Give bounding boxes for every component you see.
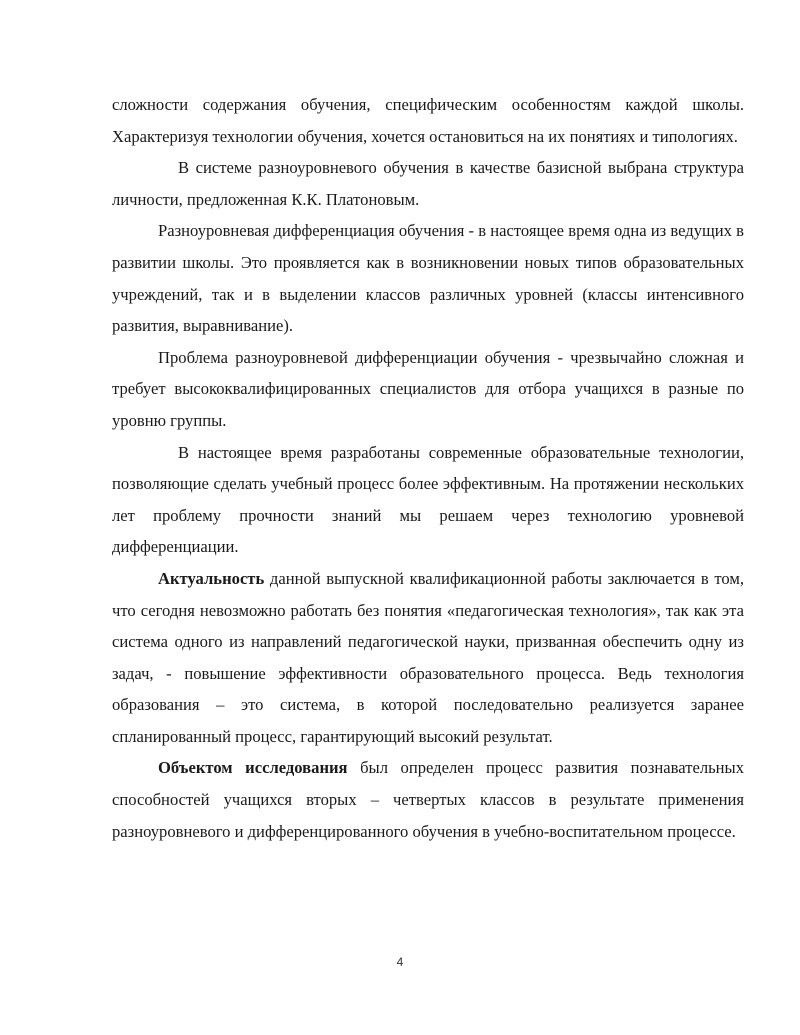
paragraph-differentiation: Разноуровневая дифференциация обучения - в настоящее время одна из ведущих в развитии школы. Это проявляется как в возникновении новых типов образовательных учреждений, так и в выделении классов различных уровней (классы интенсивного развития, выравнивание). <box>112 221 744 336</box>
relevance-text: данной выпускной квалификационной работы заключается в том, что сегодня невозможно работать без понятия «педагогическая технология», так как эта система одного из направлений педагогической науки, призванная обеспечить одну из задач, - повышение эффективности образовательного процесса. Ведь технология образования – это система, в которой последовательно реализуется заранее спланированный процесс, гарантирующий высокий результат. <box>112 568 744 746</box>
research-object-text: был определен процесс развития познавательных способностей учащихся вторых – четвертых классов в результате применения разноуровневого и дифференцированного обучения в учебно-воспитательном процессе. <box>112 758 745 841</box>
paragraph-relevance <box>112 563 744 753</box>
research-object-heading: Объектом исследования <box>158 758 348 778</box>
document-page <box>112 89 744 847</box>
paragraph-research-object <box>112 752 744 847</box>
paragraph-problem: Проблема разноуровневой дифференциации обучения - чрезвычайно сложная и требует высококвалифицированных специалистов для отбора учащихся в разные по уровню группы. <box>112 347 744 430</box>
relevance-heading: Актуальность <box>158 568 265 588</box>
paragraph-modern-technologies: В настоящее время разработаны современные образовательные технологии, позволяющие сделать учебный процесс более эффективным. На протяжении нескольких лет проблему прочности знаний мы решаем через технологию уровневой дифференциации. <box>112 442 744 557</box>
page-number: 4 <box>396 955 404 969</box>
paragraph-personality-structure: В системе разноуровневого обучения в качестве базисной выбрана структура личности, предложенная К.К. Платоновым. <box>112 158 744 209</box>
paragraph-continuation: сложности содержания обучения, специфическим особенностям каждой школы. Характеризуя технологии обучения, хочется остановиться на их понятиях и типологиях. <box>112 95 744 146</box>
